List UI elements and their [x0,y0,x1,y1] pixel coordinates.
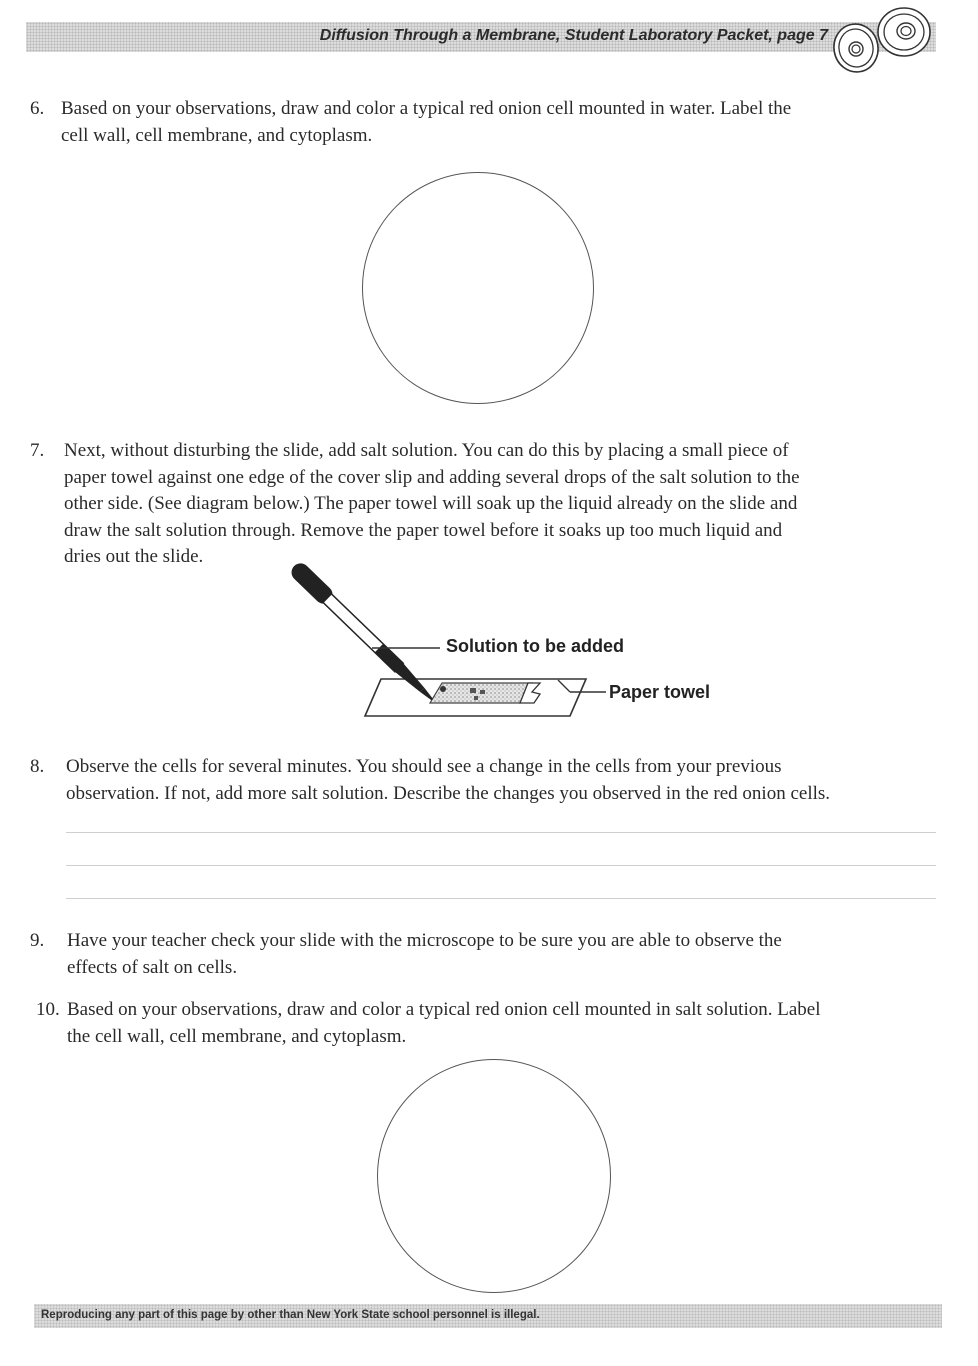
question-text [67,997,821,1050]
question-number: 9. [30,930,45,951]
dropper [288,560,439,706]
question-number: 7. [30,440,45,461]
question-line: paper towel against one edge of the cover slip and adding several drops of the salt solution to the [64,466,800,488]
slide-diagram [270,556,750,726]
question-text [61,96,791,149]
answer-line-1[interactable] [66,832,936,833]
page-footer [34,1304,942,1328]
question-line: draw the salt solution through. Remove the paper towel before it soaks up too much liquid and [64,519,783,541]
answer-line-3[interactable] [66,898,936,899]
question-text [66,754,830,807]
label-solution: Solution to be added [446,636,624,656]
question-9 [30,928,930,984]
page-title: Diffusion Through a Membrane, Student Laboratory Packet, page 7 [319,27,828,44]
drawing-circle-water[interactable] [362,172,594,404]
question-line: effects of salt on cells. [67,956,238,978]
question-line: cell wall, cell membrane, and cytoplasm. [61,124,373,146]
question-text [67,928,782,981]
question-line: other side. (See diagram below.) The paper towel will soak up the liquid already on the slide and [64,493,798,514]
onion-cells-icon [826,4,942,76]
question-line: Next, without disturbing the slide, add salt solution. You can do this by placing a small piece of [64,440,789,461]
question-line: Based on your observations, draw and color a typical red onion cell mounted in water. Label the [61,98,792,119]
copyright-notice: Reproducing any part of this page by other than New York State school personnel is illegal. [41,1309,540,1321]
drawing-circle-salt[interactable] [377,1059,611,1293]
question-8 [30,754,950,810]
question-line: dries out the slide. [64,546,204,567]
question-number: 6. [30,98,45,119]
answer-line-2[interactable] [66,865,936,866]
question-number: 8. [30,756,45,777]
question-line: Observe the cells for several minutes. You should see a change in the cells from your previous [66,756,782,777]
question-line: observation. If not, add more salt solution. Describe the changes you observed in the red onion cells. [66,782,831,804]
question-line: Based on your observations, draw and color a typical red onion cell mounted in salt solution. Label [67,999,821,1020]
page-header [26,22,936,52]
question-text [64,438,800,571]
question-10 [36,997,946,1053]
question-number: 10. [36,999,60,1020]
label-paper-towel: Paper towel [609,682,711,702]
question-line: the cell wall, cell membrane, and cytoplasm. [67,1025,407,1047]
question-6 [30,96,930,152]
question-line: Have your teacher check your slide with the microscope to be sure you are able to observe the [67,930,782,951]
